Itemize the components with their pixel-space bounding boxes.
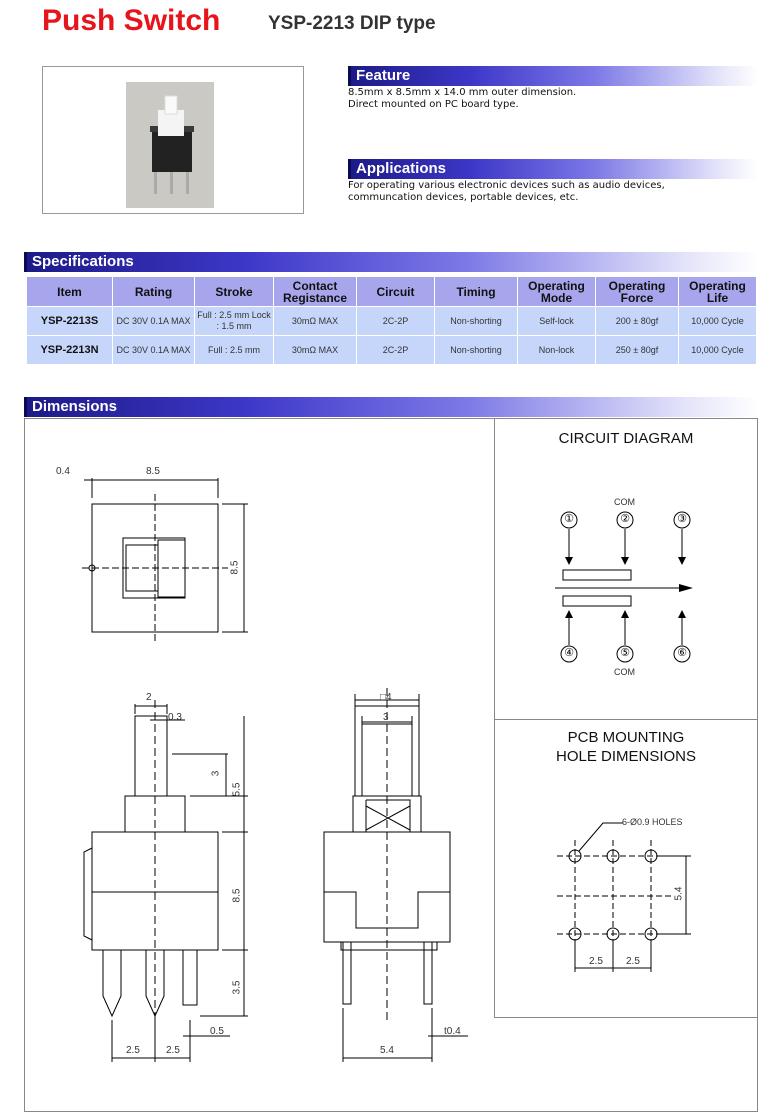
dim-label: 2.5 [626,956,640,967]
dim-label: 0.5 [210,1026,224,1037]
dim-label: 0.3 [168,712,182,723]
dim-label: 5.4 [673,886,685,901]
dim-label: 2.5 [589,956,603,967]
table-cell: 250 ± 80gf [596,336,679,365]
dim-label: t0.4 [444,1026,461,1037]
column-header: Operating Mode [518,277,596,307]
applications-line: For operating various electronic devices such as audio devices, [348,180,665,191]
pcb-title-line: PCB MOUNTING [567,729,685,746]
table-cell: YSP-2213N [27,336,113,365]
column-header: Timing [435,277,518,307]
feature-line: Direct mounted on PC board type. [348,99,519,110]
pin-6-label: ⑥ [677,646,687,659]
dim-label: 8.5 [229,560,241,575]
dim-label: 5.5 [231,782,243,797]
page-subtitle: YSP-2213 DIP type [268,13,436,34]
dimensions-heading: Dimensions [24,397,758,417]
dim-label: 8.5 [231,888,243,903]
table-cell: Non-shorting [435,307,518,336]
table-cell: YSP-2213S [27,307,113,336]
table-cell: 30mΩ MAX [274,336,357,365]
table-cell: 10,000 Cycle [679,336,757,365]
table-cell: Non-shorting [435,336,518,365]
page-title: Push Switch [42,4,221,37]
table-cell: Full : 2.5 mm Lock : 1.5 mm [195,307,274,336]
pin-3-label: ③ [677,512,687,525]
feature-heading: Feature [348,66,758,86]
pcb-hole-diagram [495,720,757,1016]
pin-1-label: ① [564,512,574,525]
table-cell: DC 30V 0.1A MAX [113,307,195,336]
table-cell: Non-lock [518,336,596,365]
table-cell: DC 30V 0.1A MAX [113,336,195,365]
applications-line: communcation devices, portable devices, etc. [348,192,579,203]
specifications-heading: Specifications [24,252,758,272]
holes-label: 6-Ø0.9 HOLES [622,817,683,827]
dim-label: 5.4 [380,1045,394,1056]
dim-label: □4 [380,692,392,703]
dim-label: 0.4 [56,466,70,477]
pin-4-label: ④ [564,646,574,659]
table-cell: 30mΩ MAX [274,307,357,336]
table-cell: Self-lock [518,307,596,336]
applications-heading: Applications [348,159,758,179]
dim-label: 3 [210,770,222,777]
circuit-diagram-title: CIRCUIT DIAGRAM [558,430,694,447]
column-header: Rating [113,277,195,307]
column-header: Circuit [357,277,435,307]
table-cell: 2C-2P [357,307,435,336]
table-cell: Full : 2.5 mm [195,336,274,365]
com-label-top: COM [614,497,635,507]
dim-label: 2.5 [126,1045,140,1056]
dim-label: 3.5 [231,980,243,995]
pin-2-label: ② [620,512,630,525]
table-cell: 2C-2P [357,336,435,365]
column-header: Operating Force [596,277,679,307]
column-header: Contact Registance [274,277,357,307]
table-cell: 10,000 Cycle [679,307,757,336]
column-header: Operating Life [679,277,757,307]
pin-5-label: ⑤ [620,646,630,659]
dim-label: 2.5 [166,1045,180,1056]
dim-label: 3 [383,712,389,723]
dim-label: 2 [146,692,152,703]
feature-line: 8.5mm x 8.5mm x 14.0 mm outer dimension. [348,87,577,98]
dim-label: 8.5 [146,466,160,477]
com-label-bottom: COM [614,667,635,677]
pcb-title-line: HOLE DIMENSIONS [555,748,697,765]
table-cell: 200 ± 80gf [596,307,679,336]
column-header: Stroke [195,277,274,307]
column-header: Item [27,277,113,307]
